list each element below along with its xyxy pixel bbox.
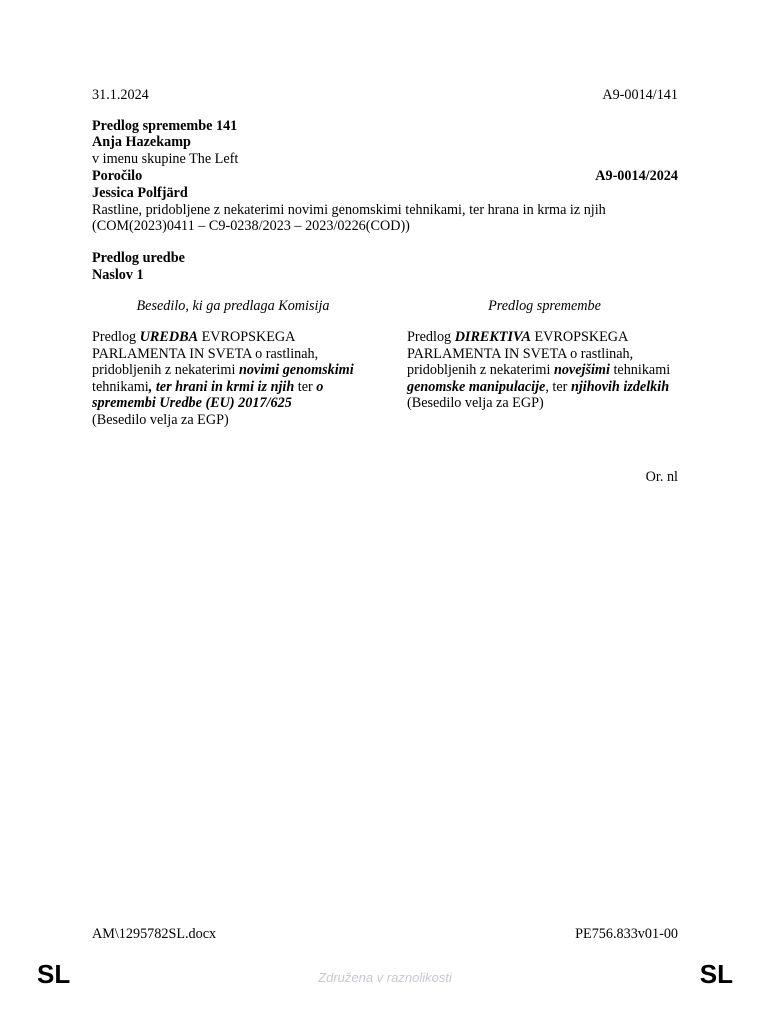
commission-text-body: Predlog UREDBA EVROPSKEGA PARLAMENTA IN SVETA o rastlinah, pridobljenih z nekaterimi novimi genomskimi tehnikami, ter hrani in krmi iz njih ter o spremembi Uredbe (EU) 2017/625 bbox=[92, 329, 354, 411]
document-date: 31.1.2024 bbox=[92, 87, 149, 103]
amendment-group: v imenu skupine The Left bbox=[92, 151, 239, 167]
amendment-text-body: Predlog DIREKTIVA EVROPSKEGA PARLAMENTA IN SVETA o rastlinah, pridobljenih z nekaterimi novejšimi tehnikami genomske manipulacije, ter njihovih izdelkih bbox=[407, 329, 671, 395]
report-label: Poročilo bbox=[92, 168, 143, 184]
rapporteur: Jessica Polfjärd bbox=[92, 185, 188, 201]
amendment-author: Anja Hazekamp bbox=[92, 134, 191, 150]
right-column-heading: Predlog spremembe bbox=[488, 298, 601, 314]
report-ref: A9-0014/2024 bbox=[595, 168, 678, 184]
amendment-text-eea: (Besedilo velja za EGP) bbox=[407, 395, 544, 411]
subject-line-1: Rastline, pridobljene z nekaterimi novimi genomskimi tehnikami, ter hrana in krma iz njih bbox=[92, 202, 606, 218]
commission-text bbox=[92, 329, 362, 428]
section-proposal: Predlog uredbe bbox=[92, 250, 185, 266]
report-row bbox=[92, 168, 678, 185]
section-title: Naslov 1 bbox=[92, 267, 144, 283]
footer-doc-ref: AM\1295782SL.docx bbox=[92, 926, 217, 942]
document-header bbox=[92, 87, 678, 104]
original-language: Or. nl bbox=[645, 469, 678, 485]
left-column-heading: Besedilo, ki ga predlaga Komisija bbox=[136, 298, 330, 314]
subject-line-2: (COM(2023)0411 – C9-0238/2023 – 2023/0226(COD)) bbox=[92, 218, 410, 234]
footer-pe-ref: PE756.833v01-00 bbox=[575, 926, 678, 942]
amendment-title: Predlog spremembe 141 bbox=[92, 118, 238, 134]
footer-slogan: Združena v raznolikosti bbox=[318, 970, 452, 985]
document-ref: A9-0014/141 bbox=[602, 87, 678, 103]
footer-language-left: SL bbox=[37, 959, 71, 989]
footer-language-right: SL bbox=[699, 959, 733, 989]
commission-text-eea: (Besedilo velja za EGP) bbox=[92, 411, 229, 428]
amendment-text bbox=[407, 329, 682, 412]
